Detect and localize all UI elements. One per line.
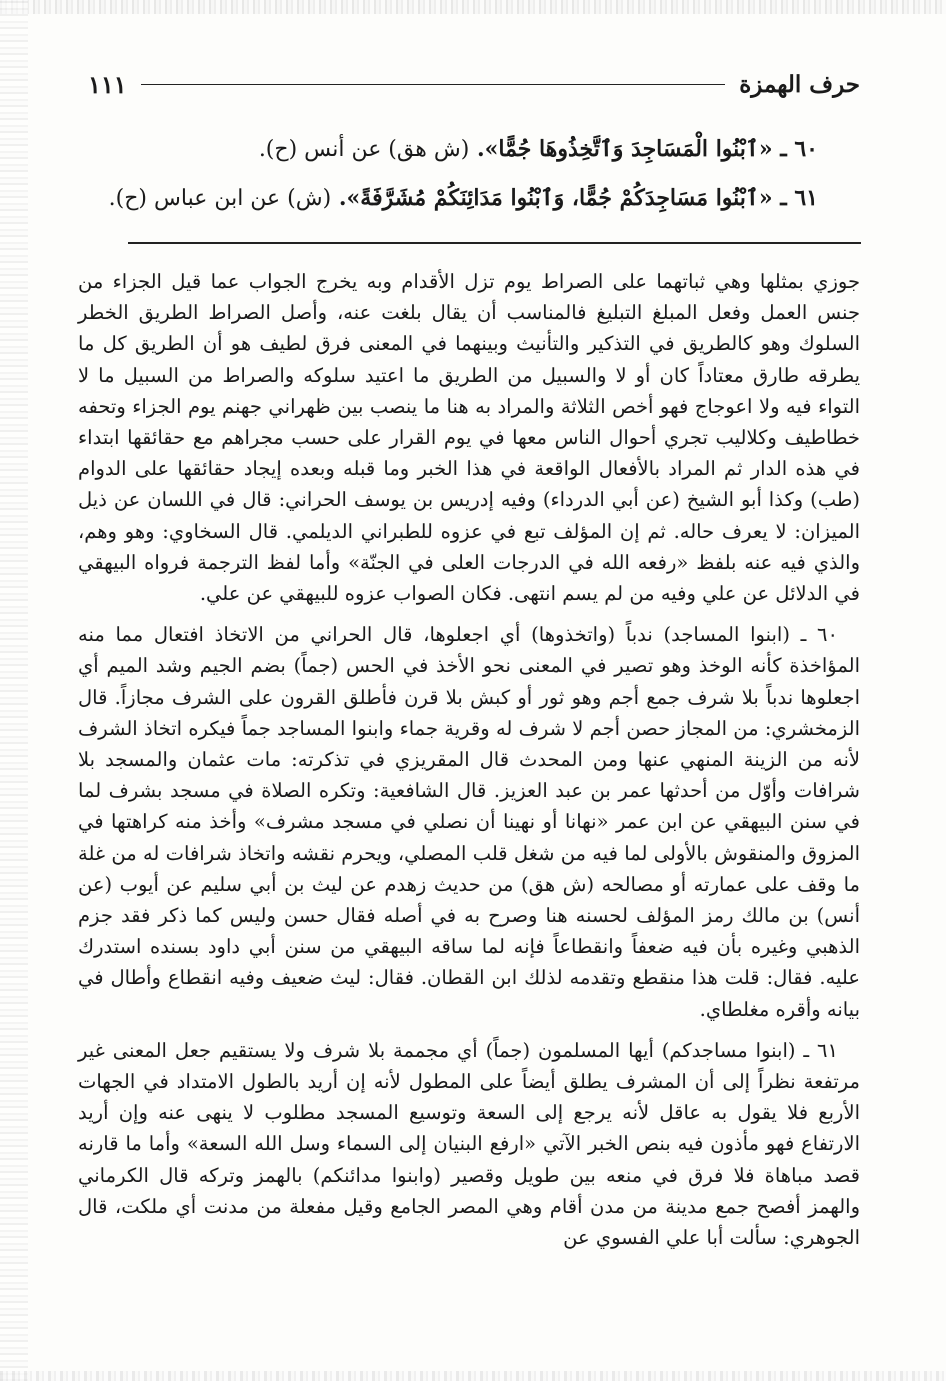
hadith-text: «ٱبْنُوا الْمَسَاجِدَ وَٱتَّخِذُوهَا جُمًّا». <box>476 136 773 162</box>
hadith-source: (ش) عن ابن عباس (ح). <box>108 186 332 211</box>
hadith-text: «ٱبْنُوا مَسَاجِدَكُمْ جُمًّا، وَٱبْنُوا مَدَائِنَكُمْ مُشَرَّفَةً». <box>338 185 773 211</box>
hadith-number: ٦١ <box>794 185 818 211</box>
running-header <box>88 64 860 104</box>
scan-edge-left <box>0 0 28 1381</box>
commentary-paragraph: ٦١ ـ (ابنوا مساجدكم) أيها المسلمون (جماً) أي مجممة بلا شرف ولا يستقيم جعل المعنى غير مرتفعة نظراً إلى أن المشرف يطلق أيضاً على المطول لأنه إن أريد بالطول الامتداد في الجهات الأربع فلا يقول به عاقل لأنه يرجع إلى السعة وتوسيع المسجد مطلوب لا ينهى عنه وإن أريد الارتفاع فهو مأذون فيه بنص الخبر الآتي «ارفع البنيان إلى السماء وسل الله السعة» وأما ما قارنه قصد مباهاة فلا فرق في منعه بين طويل وقصير (وابنوا مدائنكم) بالهمز وتركه قال الكرماني والهمز أفصح جمع مدينة من مدن أقام وهي المصر الجامع وقيل مفعلة من مدنت أي ملكت، قال الجوهري: سألت أبا علي الفسوي عن <box>78 1038 860 1250</box>
commentary-paragraph: جوزي بمثلها وهي ثباتهما على الصراط يوم تزل الأقدام وبه يخرج الجواب عما قيل الجزاء من جنس العمل وفعل المبلغ التبليغ فالمناسب أن يقال بلغت عنه، وأصل الصراط الطريق الخطر السلوك وهو كالطريق في التذكير والتأنيث وبينهما في المعنى فرق لطيف هو أن الطريق كل ما يطرقه طارق معتاداً كان أو لا والسبيل من الطريق ما اعتيد سلوكه والصراط من السبيل ما لا التواء فيه ولا اعوجاج فهو أخص الثلاثة والمراد به هنا ما ينصب بين ظهراني جهنم يوم الجزاء وتحفه خطاطيف وكلاليب تجري أحوال الناس معها في يوم القرار على حسب مجراهم مع حقائقها ابتداء في هذه الدار ثم المراد بالأفعال الواقعة في هذا الخبر وما قبله وبعده إيجاد حقائقها على الدوام (طب) وكذا أبو الشيخ (عن أبي الدرداء) وفيه إدريس بن يوسف الحراني: قال في اللسان عن ذيل الميزان: لا يعرف حاله. ثم إن المؤلف تبع في عزوه للطبراني الديلمي. قال السخاوي: وهو وهم، والذي فيه عنه بلفظ «رفعه الله في الدرجات العلى في الجنّة» وأما لفظ الترجمة فرواه البيهقي في الدلائل عن علي وفيه من لم يسم انتهى. فكان الصواب عزوه للبيهقي عن علي. <box>78 270 860 606</box>
commentary-body <box>78 266 860 1253</box>
section-divider <box>128 242 861 244</box>
hadith-number: ٦٠ <box>794 136 818 162</box>
hadith-source: (ش هق) عن أنس (ح). <box>258 137 470 162</box>
commentary-paragraph: ٦٠ ـ (ابنوا المساجد) ندباً (واتخذوها) أي اجعلوها، قال الحراني من الاتخاذ افتعال مما منه المؤاخذة كأنه الوخذ وهو تصير في المعنى نحو الأخذ في الحس (جماً) بضم الجيم وشد الميم أي اجعلوها ندباً بلا شرف جمع أجم وهو ثور أو كبش بلا قرن فأطلق القرون على الشرف مجازاً. قال الزمخشري: من المجاز حصن أجم لا شرف له وقرية جماء وابنوا المساجد جماً فيكره اتخاذ الشرف لأنه من الزينة المنهي عنها ومن المحدث قال المقريزي في تذكرته: مات عثمان والمسجد بلا شرافات وأوّل من أحدثها عمر بن عبد العزيز. قال الشافعية: وتكره الصلاة في مسجد بشرف لما في سنن البيهقي عن ابن عمر «نهانا أو نهينا أن نصلي في مسجد مشرف» وأخذ منه كراهتها في المزوق والمنقوش بالأولى لما فيه من شغل قلب المصلي، ويحرم نقشه واتخاذ شرافات له من غلة ما وقف على عمارته أو مصالحه (ش هق) من حديث زهدم عن ليث بن أبي سليم عن أيوب (عن أنس) بن مالك رمز المؤلف لحسنه هنا وصرح به في أصله فقال حسن وليس كما ذكر فقد جزم الذهبي وغيره بأن فيه ضعفاً وانقطاعاً فإنه لما ساقه البيهقي من سنن أبي داود بسنده استدرك عليه. فقال: قلت هذا منقطع وتقدمه لذلك ابن القطان. فقال: ليث ضعيف وفيه انقطاع وأطال في بيانه وأقره مغلطاي. <box>78 623 860 1021</box>
scan-edge-bottom <box>0 1371 946 1381</box>
scan-edge-top <box>0 0 946 14</box>
page-number: ١١١ <box>88 69 127 99</box>
header-rule <box>141 84 726 85</box>
hadith-60: ٦٠ ـ «ٱبْنُوا الْمَسَاجِدَ وَٱتَّخِذُوهَا جُمًّا». (ش هق) عن أنس (ح). <box>258 136 818 162</box>
hadith-61: ٦١ ـ «ٱبْنُوا مَسَاجِدَكُمْ جُمًّا، وَٱبْنُوا مَدَائِنَكُمْ مُشَرَّفَةً». (ش) عن ابن عباس (ح). <box>108 185 818 211</box>
chapter-title: حرف الهمزة <box>739 70 860 98</box>
